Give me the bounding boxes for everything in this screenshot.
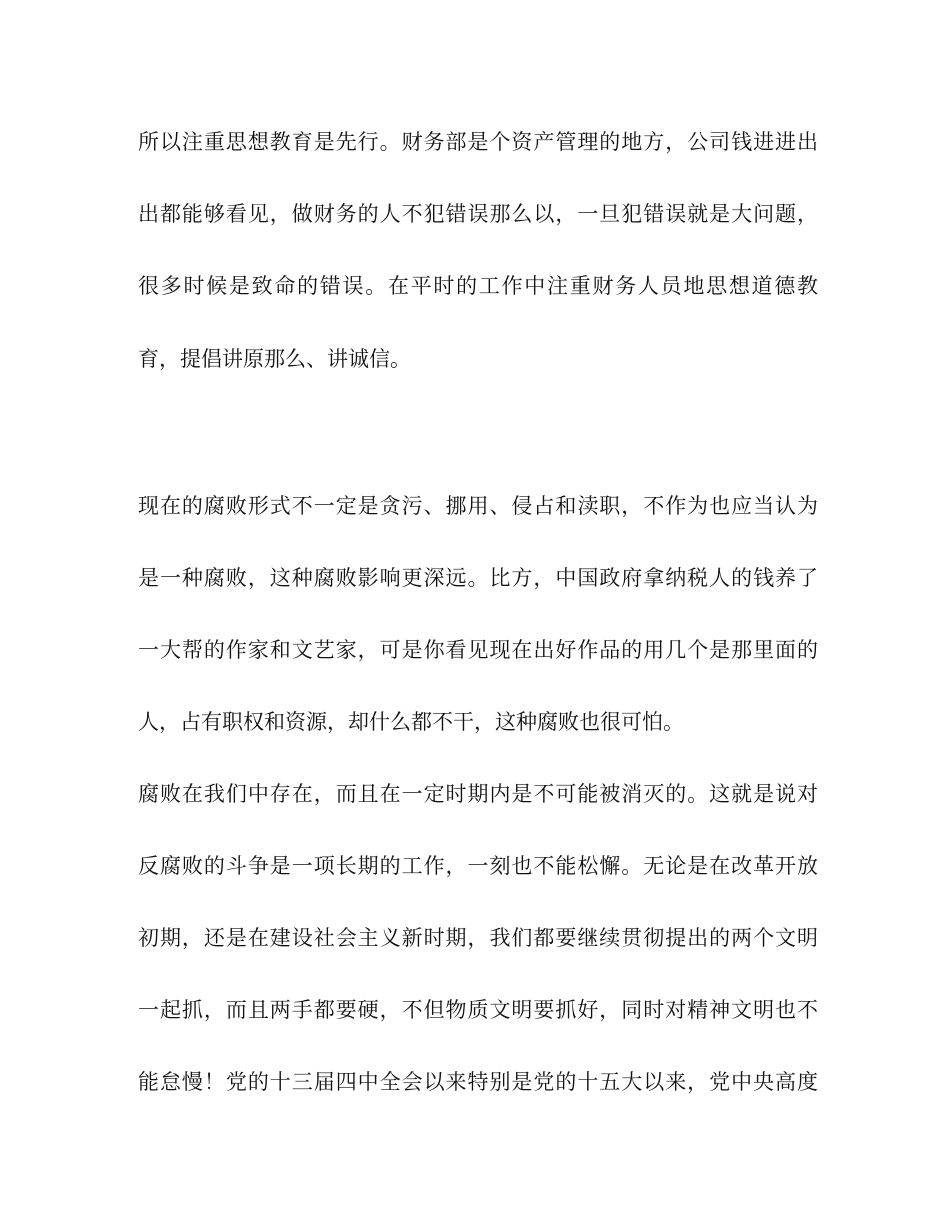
text-line: 现在的腐败形式不一定是贪污、挪用、侵占和渎职，不作为也应当认为 — [138, 494, 818, 518]
text-line: 是一种腐败，这种腐败影响更深远。比方，中国政府拿纳税人的钱养了 — [138, 566, 818, 590]
text-line: 人，占有职权和资源，却什么都不干，这种腐败也很可怕。 — [138, 710, 684, 734]
text-line: 很多时候是致命的错误。在平时的工作中注重财务人员地思想道德教 — [138, 274, 818, 298]
text-line: 腐败在我们中存在，而且在一定时期内是不可能被消灭的。这就是说对 — [138, 782, 818, 806]
text-line: 反腐败的斗争是一项长期的工作，一刻也不能松懈。无论是在改革开放 — [138, 854, 818, 878]
text-line: 初期，还是在建设社会主义新时期，我们都要继续贯彻提出的两个文明 — [138, 926, 818, 950]
text-line: 一起抓，而且两手都要硬，不但物质文明要抓好，同时对精神文明也不 — [138, 998, 818, 1022]
text-line: 出都能够看见，做财务的人不犯错误那么以，一旦犯错误就是大问题， — [138, 202, 818, 226]
text-line: 所以注重思想教育是先行。财务部是个资产管理的地方，公司钱进进出 — [138, 130, 818, 154]
text-line: 能怠慢！党的十三届四中全会以来特别是党的十五大以来，党中央高度 — [138, 1070, 818, 1094]
text-line: 育，提倡讲原那么、讲诚信。 — [138, 347, 411, 371]
text-line: 一大帮的作家和文艺家，可是你看见现在出好作品的用几个是那里面的 — [138, 638, 818, 662]
